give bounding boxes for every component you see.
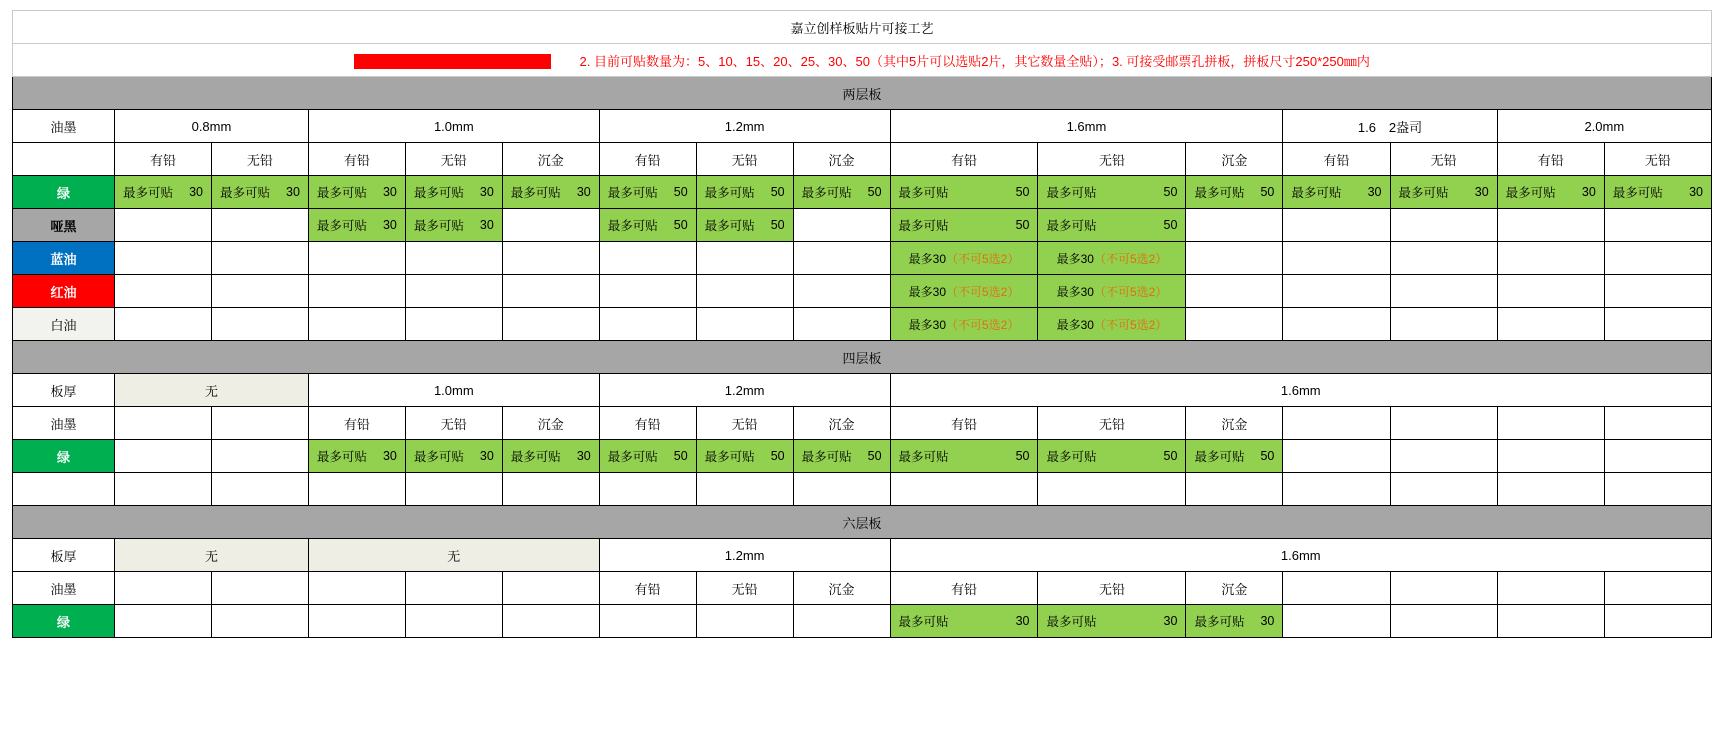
quantity-cell: 最多30（不可5选2） <box>1038 308 1186 341</box>
ink-color-label: 哑黑 <box>13 209 115 242</box>
table-cell-empty <box>115 242 212 275</box>
thickness-group: 1.2mm <box>599 539 890 572</box>
table-row <box>13 473 1712 506</box>
table-cell-empty <box>1186 308 1283 341</box>
table-cell-empty <box>890 473 1038 506</box>
table-row <box>13 308 1712 341</box>
thickness-group: 无 <box>308 539 599 572</box>
thickness-header-row <box>13 539 1712 572</box>
ink-header: 油墨 <box>13 572 115 605</box>
surface-finish-header: 无铅 <box>211 143 308 176</box>
surface-finish-header: 沉金 <box>1186 143 1283 176</box>
thickness-group: 1.6mm <box>890 110 1283 143</box>
table-cell-empty <box>1497 242 1604 275</box>
table-row <box>13 440 1712 473</box>
thickness-group: 1.2mm <box>599 374 890 407</box>
quantity-cell: 最多可贴 30 <box>890 605 1038 638</box>
thickness-group: 1.6mm <box>890 374 1711 407</box>
quantity-cell: 最多可贴 50 <box>793 440 890 473</box>
table-cell-empty <box>1604 275 1711 308</box>
table-cell-empty <box>1604 440 1711 473</box>
table-cell-empty <box>1497 473 1604 506</box>
blank-header <box>13 143 115 176</box>
ink-header: 油墨 <box>13 407 115 440</box>
thickness-group: 1.0mm <box>308 110 599 143</box>
table-row <box>13 275 1712 308</box>
surface-finish-header: 无铅 <box>696 407 793 440</box>
surface-finish-header: 有铅 <box>599 572 696 605</box>
quantity-cell: 最多可贴 50 <box>1038 176 1186 209</box>
table-cell-empty <box>211 308 308 341</box>
surface-finish-header: 有铅 <box>1283 143 1390 176</box>
surface-finish-header <box>115 572 212 605</box>
table-cell-empty <box>211 242 308 275</box>
tip-row <box>13 44 1712 77</box>
table-cell-empty <box>1497 308 1604 341</box>
table-cell-empty <box>1390 308 1497 341</box>
quantity-cell: 最多可贴 30 <box>1283 176 1390 209</box>
quantity-cell: 最多可贴 30 <box>1497 176 1604 209</box>
surface-finish-header: 沉金 <box>1186 572 1283 605</box>
surface-finish-header: 有铅 <box>599 407 696 440</box>
table-cell-empty <box>793 308 890 341</box>
quantity-cell: 最多30（不可5选2） <box>1038 275 1186 308</box>
table-row <box>13 605 1712 638</box>
thickness-group: 1.6 2盎司 <box>1283 110 1497 143</box>
surface-finish-header: 沉金 <box>793 407 890 440</box>
quantity-cell: 最多可贴 30 <box>405 176 502 209</box>
quantity-cell: 最多可贴 50 <box>1186 176 1283 209</box>
table-cell-empty <box>502 209 599 242</box>
table-cell-empty <box>696 242 793 275</box>
table-cell-empty <box>599 605 696 638</box>
table-cell-empty <box>308 473 405 506</box>
table-cell-empty <box>308 275 405 308</box>
section-six-layer <box>13 506 1712 539</box>
table-cell-empty <box>405 605 502 638</box>
thickness-group: 无 <box>115 539 309 572</box>
surface-finish-header: 沉金 <box>793 572 890 605</box>
quantity-cell: 最多可贴 50 <box>599 209 696 242</box>
surface-finish-header: 无铅 <box>1604 143 1711 176</box>
surface-finish-header: 有铅 <box>308 143 405 176</box>
surface-finish-header: 沉金 <box>502 143 599 176</box>
quantity-cell: 最多可贴 30 <box>1390 176 1497 209</box>
table-cell-empty <box>1186 473 1283 506</box>
surface-finish-header: 有铅 <box>115 143 212 176</box>
surface-finish-header: 有铅 <box>308 407 405 440</box>
surface-finish-header: 沉金 <box>793 143 890 176</box>
table-cell-empty <box>115 473 212 506</box>
table-cell-empty <box>1283 473 1390 506</box>
table-cell-empty <box>1283 275 1390 308</box>
thickness-group: 0.8mm <box>115 110 309 143</box>
section-two-layer <box>13 77 1712 110</box>
thickness-header: 板厚 <box>13 374 115 407</box>
surface-finish-header: 有铅 <box>890 572 1038 605</box>
surface-finish-header: 无铅 <box>1390 143 1497 176</box>
table-cell-empty <box>1186 209 1283 242</box>
quantity-cell: 最多可贴 30 <box>1604 176 1711 209</box>
table-cell-empty <box>696 605 793 638</box>
surface-finish-header <box>115 407 212 440</box>
table-cell-empty <box>1604 209 1711 242</box>
table-cell-empty <box>1604 473 1711 506</box>
surface-finish-header: 无铅 <box>1038 407 1186 440</box>
table-cell-empty <box>211 473 308 506</box>
table-cell-empty <box>793 275 890 308</box>
quantity-cell: 最多可贴 50 <box>1186 440 1283 473</box>
surface-finish-header: 无铅 <box>1038 572 1186 605</box>
table-cell-empty <box>211 275 308 308</box>
surface-finish-header <box>1283 572 1390 605</box>
ink-header: 油墨 <box>13 110 115 143</box>
quantity-cell: 最多可贴 50 <box>599 176 696 209</box>
quantity-cell: 最多可贴 50 <box>1038 209 1186 242</box>
table-cell-empty <box>502 605 599 638</box>
quantity-cell: 最多可贴 30 <box>405 440 502 473</box>
thickness-group: 无 <box>115 374 309 407</box>
table-cell-empty <box>696 308 793 341</box>
table-cell-empty <box>793 209 890 242</box>
quantity-cell: 最多可贴 30 <box>211 176 308 209</box>
thickness-header: 板厚 <box>13 539 115 572</box>
quantity-cell: 最多可贴 30 <box>308 440 405 473</box>
quantity-cell: 最多可贴 30 <box>502 440 599 473</box>
table-cell-empty <box>211 209 308 242</box>
surface-finish-header: 沉金 <box>502 407 599 440</box>
surface-finish-header: 有铅 <box>890 407 1038 440</box>
table-cell-empty <box>1186 275 1283 308</box>
table-cell-empty <box>308 308 405 341</box>
table-cell-empty <box>696 275 793 308</box>
process-capability-table <box>12 10 1712 638</box>
table-row <box>13 242 1712 275</box>
quantity-cell: 最多30（不可5选2） <box>1038 242 1186 275</box>
thickness-header-row <box>13 374 1712 407</box>
quantity-cell: 最多30（不可5选2） <box>890 242 1038 275</box>
table-cell-empty <box>502 275 599 308</box>
surface-finish-header: 有铅 <box>890 143 1038 176</box>
surface-finish-header: 无铅 <box>696 572 793 605</box>
table-cell-empty <box>1497 605 1604 638</box>
table-cell-empty <box>1283 440 1390 473</box>
surface-finish-header <box>1604 572 1711 605</box>
surface-finish-header: 无铅 <box>696 143 793 176</box>
surface-finish-header <box>308 572 405 605</box>
section-header: 六层板 <box>13 506 1712 539</box>
table-cell-empty <box>696 473 793 506</box>
table-cell-empty <box>211 440 308 473</box>
table-cell-empty <box>1604 242 1711 275</box>
table-cell-empty <box>1186 242 1283 275</box>
table-row <box>13 209 1712 242</box>
table-cell-empty <box>115 308 212 341</box>
quantity-cell: 最多可贴 50 <box>599 440 696 473</box>
surface-finish-header <box>1390 407 1497 440</box>
quantity-cell: 最多可贴 50 <box>890 176 1038 209</box>
table-cell-empty <box>1283 308 1390 341</box>
surface-finish-header <box>1497 572 1604 605</box>
thickness-group: 1.0mm <box>308 374 599 407</box>
table-cell-empty <box>405 473 502 506</box>
surface-finish-header <box>405 572 502 605</box>
table-cell-empty <box>1283 242 1390 275</box>
table-cell-empty <box>1038 473 1186 506</box>
ink-color-label: 绿 <box>13 605 115 638</box>
table-cell-empty <box>211 605 308 638</box>
table-cell-empty <box>405 275 502 308</box>
thickness-header-row <box>13 110 1712 143</box>
table-cell-empty <box>599 242 696 275</box>
table-cell-empty <box>793 473 890 506</box>
surface-finish-header <box>1283 407 1390 440</box>
surface-finish-header: 有铅 <box>599 143 696 176</box>
table-cell-empty <box>793 242 890 275</box>
table-cell-empty <box>1390 275 1497 308</box>
quantity-cell: 最多可贴 30 <box>308 176 405 209</box>
title-row <box>13 11 1712 44</box>
quantity-cell: 最多可贴 50 <box>696 209 793 242</box>
ink-color-label <box>13 473 115 506</box>
quantity-cell: 最多可贴 30 <box>502 176 599 209</box>
quantity-cell: 最多可贴 30 <box>308 209 405 242</box>
table-cell-empty <box>599 473 696 506</box>
table-cell-empty <box>1283 209 1390 242</box>
surface-finish-header-row <box>13 407 1712 440</box>
tip-text: 温馨提示：1. 目前只可以贴一面； 2. 目前可贴数量为：5、10、15、20、25、30、50（其中5片可以选贴2片，其它数量全贴）；3. 可接受邮票孔拼板，拼板尺寸250*250㎜内 <box>13 44 1712 77</box>
thickness-group: 1.2mm <box>599 110 890 143</box>
table-cell-empty <box>1390 242 1497 275</box>
table-cell-empty <box>1283 605 1390 638</box>
ink-color-label: 绿 <box>13 176 115 209</box>
surface-finish-header <box>211 407 308 440</box>
table-cell-empty <box>308 605 405 638</box>
surface-finish-header-row <box>13 143 1712 176</box>
table-cell-empty <box>115 275 212 308</box>
thickness-group: 1.6mm <box>890 539 1711 572</box>
surface-finish-header <box>502 572 599 605</box>
table-cell-empty <box>599 275 696 308</box>
quantity-cell: 最多30（不可5选2） <box>890 275 1038 308</box>
quantity-cell: 最多30（不可5选2） <box>890 308 1038 341</box>
table-cell-empty <box>1390 605 1497 638</box>
surface-finish-header: 无铅 <box>405 407 502 440</box>
surface-finish-header <box>1390 572 1497 605</box>
ink-color-label: 白油 <box>13 308 115 341</box>
ink-color-label: 绿 <box>13 440 115 473</box>
quantity-cell: 最多可贴 50 <box>1038 440 1186 473</box>
page-title: 嘉立创样板贴片可接工艺 <box>13 11 1712 44</box>
table-cell-empty <box>1604 605 1711 638</box>
quantity-cell: 最多可贴 30 <box>1038 605 1186 638</box>
table-cell-empty <box>1390 473 1497 506</box>
table-cell-empty <box>405 308 502 341</box>
table-cell-empty <box>502 308 599 341</box>
quantity-cell: 最多可贴 50 <box>696 440 793 473</box>
table-cell-empty <box>1497 275 1604 308</box>
ink-color-label: 蓝油 <box>13 242 115 275</box>
quantity-cell: 最多可贴 50 <box>890 440 1038 473</box>
table-cell-empty <box>502 473 599 506</box>
thickness-group: 2.0mm <box>1497 110 1711 143</box>
section-four-layer <box>13 341 1712 374</box>
section-header: 两层板 <box>13 77 1712 110</box>
surface-finish-header <box>1604 407 1711 440</box>
quantity-cell: 最多可贴 30 <box>115 176 212 209</box>
table-cell-empty <box>405 242 502 275</box>
section-header: 四层板 <box>13 341 1712 374</box>
table-cell-empty <box>1390 440 1497 473</box>
table-row <box>13 176 1712 209</box>
table-cell-empty <box>1604 308 1711 341</box>
table-cell-empty <box>115 605 212 638</box>
surface-finish-header: 沉金 <box>1186 407 1283 440</box>
table-cell-empty <box>502 242 599 275</box>
quantity-cell: 最多可贴 50 <box>696 176 793 209</box>
quantity-cell: 最多可贴 50 <box>793 176 890 209</box>
surface-finish-header: 无铅 <box>405 143 502 176</box>
ink-color-label: 红油 <box>13 275 115 308</box>
surface-finish-header <box>1497 407 1604 440</box>
table-cell-empty <box>793 605 890 638</box>
surface-finish-header: 有铅 <box>1497 143 1604 176</box>
quantity-cell: 最多可贴 30 <box>1186 605 1283 638</box>
table-cell-empty <box>115 440 212 473</box>
surface-finish-header <box>211 572 308 605</box>
quantity-cell: 最多可贴 50 <box>890 209 1038 242</box>
table-cell-empty <box>599 308 696 341</box>
table-cell-empty <box>1390 209 1497 242</box>
table-cell-empty <box>1497 209 1604 242</box>
surface-finish-header: 无铅 <box>1038 143 1186 176</box>
table-cell-empty <box>308 242 405 275</box>
table-cell-empty <box>1497 440 1604 473</box>
table-cell-empty <box>115 209 212 242</box>
surface-finish-header-row <box>13 572 1712 605</box>
quantity-cell: 最多可贴 30 <box>405 209 502 242</box>
